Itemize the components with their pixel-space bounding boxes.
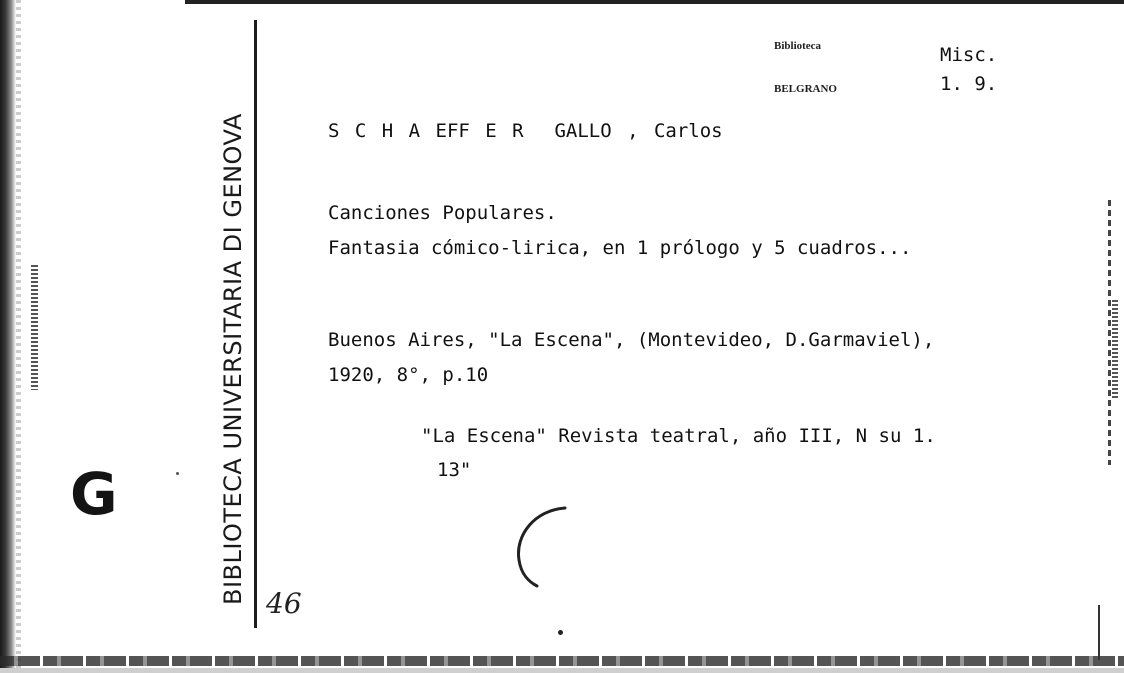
handwritten-number: 46 xyxy=(266,587,302,620)
scan-left-edge-texture xyxy=(16,0,21,673)
title-line2: Fantasia cómico-lirica, en 1 prólogo y 5 cuadros... xyxy=(328,237,912,259)
scan-bottom-edge xyxy=(0,656,1124,666)
shelfmark-line1: Misc. xyxy=(940,44,998,66)
library-stamp-line1: Biblioteca xyxy=(774,40,822,52)
scan-right-edge xyxy=(1108,200,1111,465)
left-margin-stamp xyxy=(31,265,38,390)
author-heading: S C H A EFF E R GALLO , Carlos xyxy=(328,120,723,142)
series-note-line2: 13" xyxy=(437,459,472,481)
corner-letter-mark: G xyxy=(70,460,118,528)
title-line1: Canciones Populares. xyxy=(328,202,557,224)
scan-left-edge xyxy=(0,0,16,673)
right-corner-mark xyxy=(1098,605,1100,660)
right-margin-stamp xyxy=(1112,300,1118,400)
imprint-line1: Buenos Aires, "La Escena", (Montevideo, D.Garmaviel), xyxy=(328,329,935,351)
scan-top-edge xyxy=(185,0,1124,4)
series-note-line1: "La Escena" Revista teatral, año III, N su 1. xyxy=(421,425,936,447)
imprint-line2: 1920, 8°, p.10 xyxy=(328,364,489,386)
library-vertical-stamp: BIBLIOTECA UNIVERSITARIA DI GENOVA xyxy=(219,113,247,605)
ink-speck xyxy=(176,472,179,475)
shelfmark xyxy=(940,41,997,99)
shelfmark-line2: 1. 9. xyxy=(940,73,998,95)
ink-dot xyxy=(558,630,563,635)
library-stamp-line2: BELGRANO xyxy=(774,83,837,95)
card-margin-line xyxy=(254,20,257,628)
scan-bottom-border xyxy=(0,668,1124,673)
handwritten-arc-mark xyxy=(505,500,575,595)
